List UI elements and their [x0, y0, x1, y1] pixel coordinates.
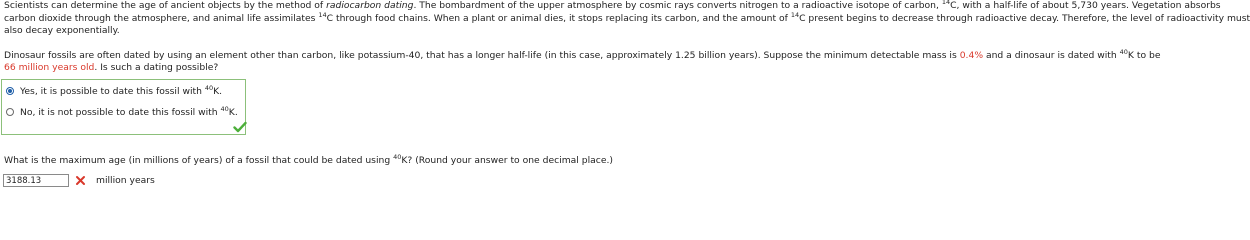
paragraph-1-line-2: carbon dioxide through the atmosphere, and animal life assimilates $^{14}$C through food chains. When a plant or animal dies, it stops replacing its carbon, and the amount of $^{14}$C present begins to decrease through radioactive decay. Therefore, the level of radioactivity must	[4, 11, 1250, 24]
min-mass-value: 0.4%	[959, 50, 984, 61]
x-mark-icon	[76, 176, 85, 185]
radio-selected-icon[interactable]	[6, 87, 14, 95]
paragraph-1-line-3: also decay exponentially.	[4, 25, 120, 36]
answer-choices-group	[1, 79, 246, 135]
choice-no-label: No, it is not possible to date this fossil with $^{40}$K.	[20, 105, 238, 118]
question-2-prompt: What is the maximum age (in millions of years) of a fossil that could be dated using $^{40}$K? (Round your answer to one decimal place.)	[4, 153, 613, 166]
paragraph-2-line-2: 66 million years old. Is such a dating possible?	[4, 62, 219, 73]
answer-units-label: million years	[96, 175, 155, 186]
paragraph-1-line-1: Scientists can determine the age of ancient objects by the method of radiocarbon dating. The bombardment of the upper atmosphere by cosmic rays converts nitrogen to a radioactive isotope of carbon, $^{14}$C, with a half-life of about 5,730 years. Vegetation absorbs	[4, 0, 1221, 11]
max-age-answer-input[interactable]	[3, 174, 69, 187]
dinosaur-age-value: 66 million years old	[4, 62, 95, 73]
choice-yes-label: Yes, it is possible to date this fossil with $^{40}$K.	[20, 84, 223, 97]
checkmark-icon	[233, 121, 247, 133]
paragraph-2-line-1: Dinosaur fossils are often dated by using an element other than carbon, like potassium-40, that has a longer half-life (in this case, approximately 1.25 billion years). Suppose the minimum detectable mass is 0.4% and a dinosaur is dated with $^{40}$K to be	[4, 48, 1161, 61]
radio-unselected-icon[interactable]	[6, 108, 14, 116]
